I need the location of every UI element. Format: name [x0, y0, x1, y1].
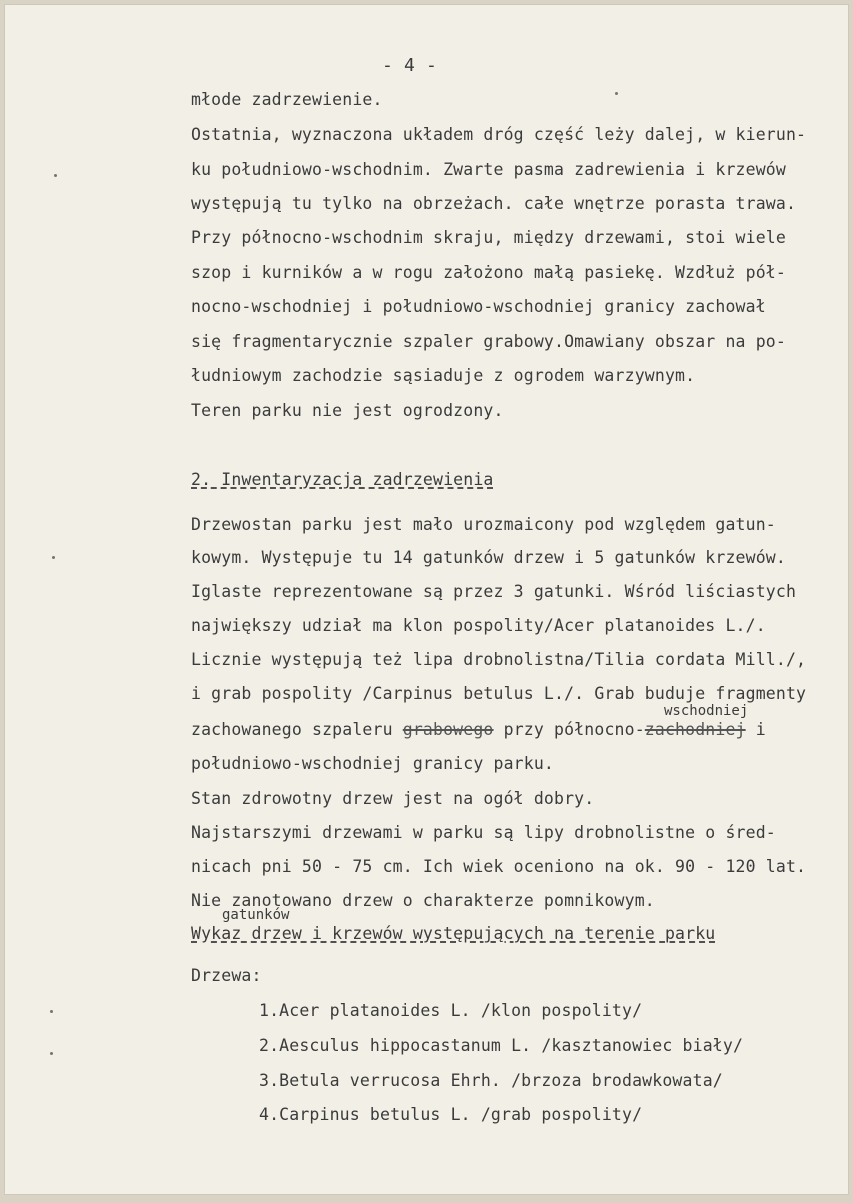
- trees-label: Drzewa:: [191, 966, 262, 985]
- handwritten-insert: gatunków: [222, 907, 290, 923]
- text-line: Przy północno-wschodnim skraju, między drzewami, stoi wiele: [191, 228, 786, 247]
- text-line: południowo-wschodniej granicy parku.: [191, 754, 555, 773]
- document-page: [4, 4, 849, 1195]
- text-line: łudniowym zachodzie sąsiaduje z ogrodem warzywnym.: [191, 366, 696, 385]
- list-item: 4.Carpinus betulus L. /grab pospolity/: [259, 1105, 643, 1124]
- struck-word: zachodniej: [644, 720, 746, 739]
- text-line-with-correction: [191, 720, 766, 740]
- text-line: Stan zdrowotny drzew jest na ogół dobry.: [191, 789, 595, 808]
- punch-mark: [54, 174, 57, 177]
- text-line: i grab pospolity /Carpinus betulus L./. Grab buduje fragmenty: [191, 684, 807, 703]
- text-line: Iglaste reprezentowane są przez 3 gatunki. Wśród liściastych: [191, 582, 797, 601]
- text-line: Nie zanotowano drzew o charakterze pomnikowym.: [191, 891, 655, 910]
- text-line: Ostatnia, wyznaczona układem dróg część leży dalej, w kierun-: [191, 125, 807, 144]
- struck-word: grabowego: [402, 720, 494, 739]
- section-heading: 2. Inwentaryzacja zadrzewienia: [191, 470, 494, 489]
- text-line: Najstarszymi drzewami w parku są lipy drobnolistne o śred-: [191, 823, 776, 842]
- text-line: nicach pni 50 - 75 cm. Ich wiek oceniono na ok. 90 - 120 lat.: [191, 857, 807, 876]
- page-number: - 4 -: [382, 55, 437, 76]
- speck-mark: [615, 92, 618, 95]
- text-line: Drzewostan parku jest mało urozmaicony pod względem gatun-: [191, 515, 776, 534]
- text-line: Teren parku nie jest ogrodzony.: [191, 401, 504, 420]
- text-line: nocno-wschodniej i południowo-wschodniej granicy zachował: [191, 297, 766, 316]
- punch-mark: [52, 556, 55, 559]
- text-fragment: zachowanego szpaleru: [191, 720, 403, 739]
- text-line: się fragmentarycznie szpaler grabowy.Omawiany obszar na po-: [191, 332, 786, 351]
- text-line: ku południowo-wschodnim. Zwarte pasma zadrewienia i krzewów: [191, 160, 786, 179]
- list-item: 3.Betula verrucosa Ehrh. /brzoza brodawkowata/: [259, 1071, 723, 1090]
- text-fragment: i: [745, 720, 766, 739]
- punch-mark: [50, 1052, 53, 1055]
- list-item: 1.Acer platanoides L. /klon pospolity/: [259, 1001, 643, 1020]
- text-line: szop i kurników a w rogu założono małą pasiekę. Wzdłuż pół-: [191, 263, 786, 282]
- text-line: młode zadrzewienie.: [191, 90, 383, 109]
- list-item: 2.Aesculus hippocastanum L. /kasztanowiec biały/: [259, 1036, 744, 1055]
- punch-mark: [50, 1010, 53, 1013]
- text-fragment: przy północno-: [493, 720, 645, 739]
- text-line: występują tu tylko na obrzeżach. całe wnętrze porasta trawa.: [191, 194, 797, 213]
- list-heading: Wykaz drzew i krzewów występujących na terenie parku: [191, 924, 716, 943]
- text-line: kowym. Występuje tu 14 gatunków drzew i 5 gatunków krzewów.: [191, 548, 786, 567]
- text-line: Licznie występują też lipa drobnolistna/Tilia cordata Mill./,: [191, 650, 807, 669]
- handwritten-insert: wschodniej: [664, 703, 749, 719]
- text-line: największy udział ma klon pospolity/Acer platanoides L./.: [191, 616, 766, 635]
